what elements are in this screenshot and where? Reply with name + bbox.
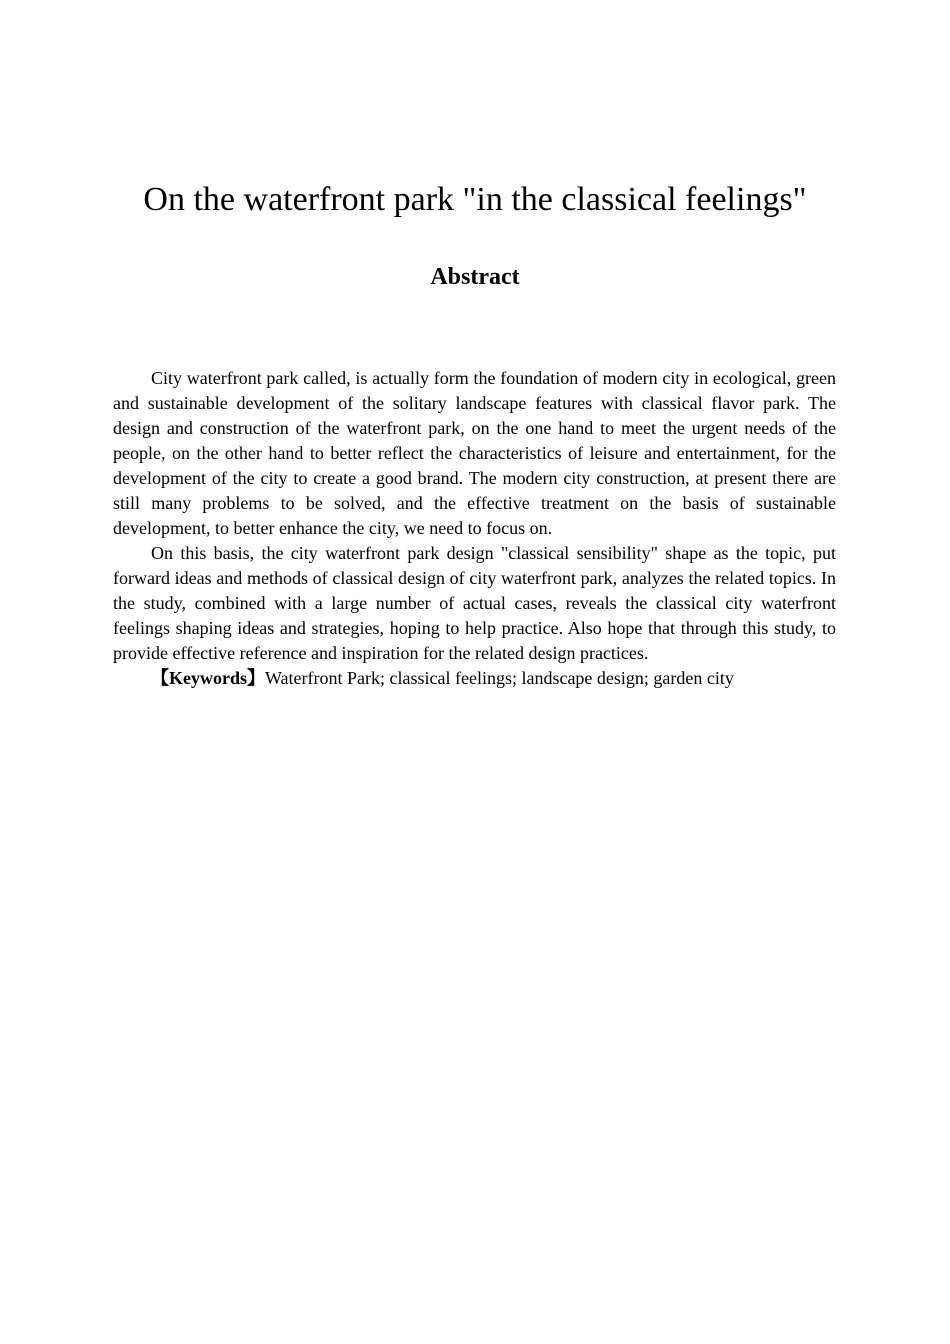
- abstract-paragraph-1: City waterfront park called, is actually form the foundation of modern city in ecological, green and sustainable development of the solitary landscape features with classical flavor park. The design and construction of the waterfront park, on the one hand to meet the urgent needs of the people, on the other hand to better reflect the characteristics of leisure and entertainment, for the development of the city to create a good brand. The modern city construction, at present there are still many problems to be solved, and the effective treatment on the basis of sustainable development, to better enhance the city, we need to focus on.: [113, 368, 836, 538]
- abstract-heading: Abstract: [430, 264, 520, 290]
- document-title: On the waterfront park "in the classical feelings": [143, 181, 807, 218]
- keywords-line: [113, 666, 836, 691]
- keywords-label: 【Keywords】: [151, 668, 265, 688]
- abstract-body: [113, 366, 836, 691]
- keywords-text: Waterfront Park; classical feelings; landscape design; garden city: [265, 668, 734, 688]
- abstract-paragraph-2: On this basis, the city waterfront park design "classical sensibility" shape as the topic, put forward ideas and methods of classical design of city waterfront park, analyzes the related topics. In the study, combined with a large number of actual cases, reveals the classical city waterfront feelings shaping ideas and strategies, hoping to help practice. Also hope that through this study, to provide effective reference and inspiration for the related design practices.: [113, 543, 836, 663]
